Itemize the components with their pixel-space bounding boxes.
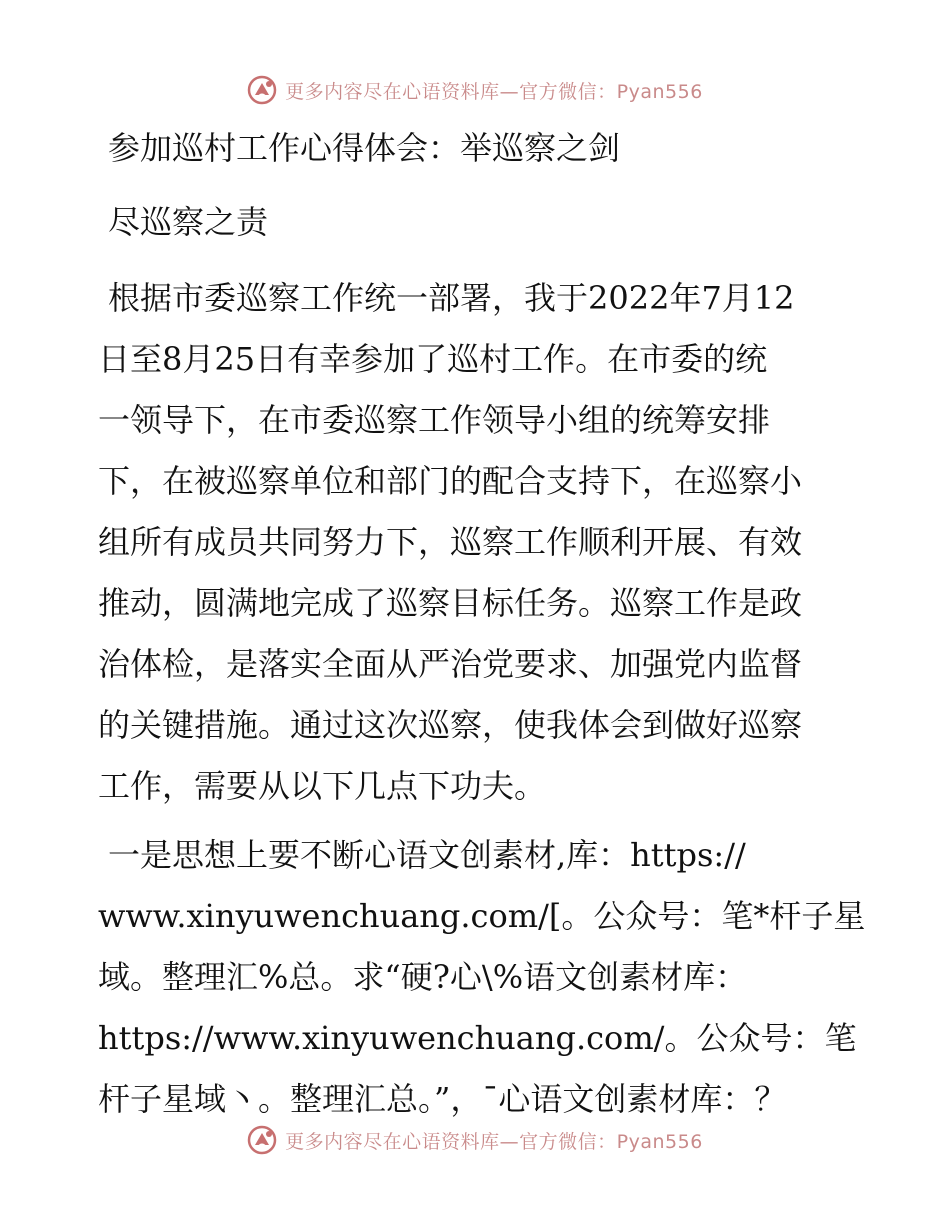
paragraph-line: 一领导下，在市委巡察工作领导小组的统筹安排 bbox=[98, 401, 771, 439]
paragraph-line: www.xinyuwenchuang.com/[。公众号：笔*杆子星 bbox=[98, 897, 866, 935]
doc-title-line-2: 尽巡察之责 bbox=[108, 203, 269, 241]
paragraph-line: 根据市委巡察工作统一部署，我于2022年7月12 bbox=[108, 279, 795, 317]
paragraph-line: 下，在被巡察单位和部门的配合支持下，在巡察小 bbox=[98, 462, 803, 500]
footer-watermark bbox=[0, 1120, 950, 1160]
paragraph-2 bbox=[98, 825, 866, 1130]
paragraph-line: 日至8月25日有幸参加了巡村工作。在市委的统 bbox=[98, 340, 768, 378]
doc-title-line-1: 参加巡村工作心得体会：举巡察之剑 bbox=[108, 129, 621, 167]
header-watermark bbox=[0, 70, 950, 110]
paragraph-1 bbox=[98, 268, 850, 817]
paragraph-line: 一是思想上要不断心语文创素材,库：https:// bbox=[108, 836, 746, 874]
paragraph-line: 杆子星域丶。整理汇总。”，¯心语文创素材库：？ bbox=[98, 1080, 787, 1118]
logo-icon bbox=[247, 1125, 277, 1155]
logo-icon bbox=[247, 75, 277, 105]
paragraph-line: 域。整理汇%总。求“硬?心\%语文创素材库： bbox=[98, 958, 748, 996]
paragraph-line: 组所有成员共同努力下，巡察工作顺利开展、有效 bbox=[98, 523, 803, 561]
watermark-text: 更多内容尽在心语资料库—官方微信：Pyan556 bbox=[285, 80, 703, 103]
paragraph-line: 推动，圆满地完成了巡察目标任务。巡察工作是政 bbox=[98, 584, 803, 622]
paragraph-line: https://www.xinyuwenchuang.com/。公众号：笔 bbox=[98, 1019, 857, 1057]
paragraph-line: 的关键措施。通过这次巡察，使我体会到做好巡察 bbox=[98, 706, 803, 744]
paragraph-line: 治体检，是落实全面从严治党要求、加强党内监督 bbox=[98, 645, 803, 683]
document-body bbox=[98, 120, 866, 1130]
watermark-text: 更多内容尽在心语资料库—官方微信：Pyan556 bbox=[285, 1130, 703, 1153]
paragraph-line: 工作，需要从以下几点下功夫。 bbox=[98, 767, 547, 805]
